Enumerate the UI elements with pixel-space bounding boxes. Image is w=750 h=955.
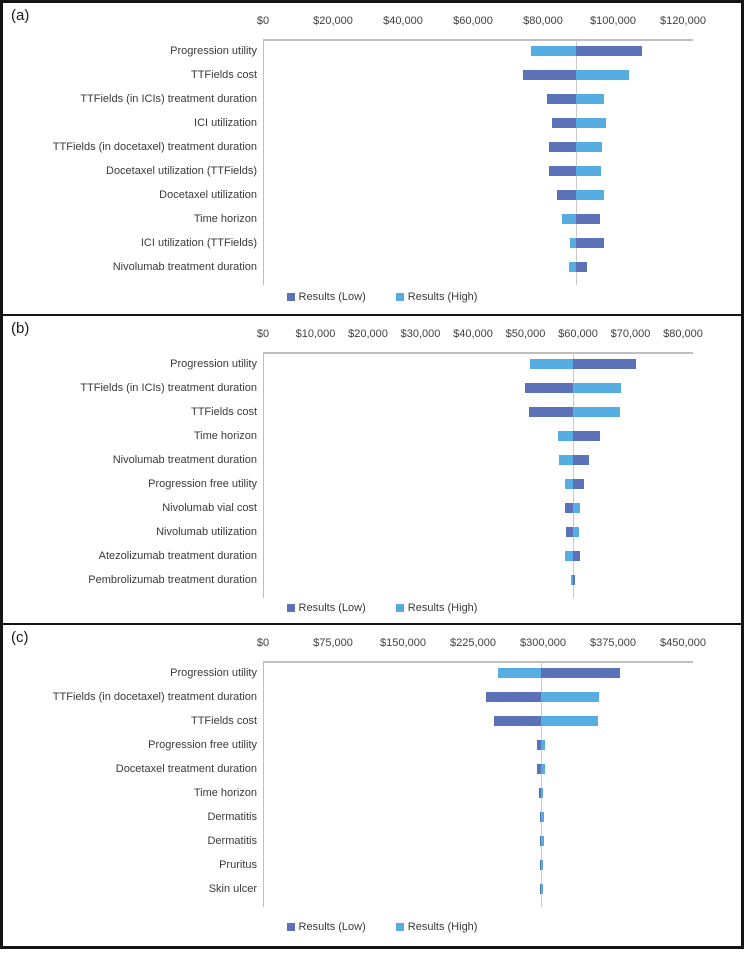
bar-segment-results-low	[523, 70, 576, 80]
category-label: Time horizon	[193, 213, 257, 225]
x-axis-tick-label: $375,000	[590, 637, 636, 649]
bar-segment-results-high	[576, 190, 604, 200]
legend-label: Results (Low)	[298, 291, 366, 303]
category-label: Pruritus	[219, 859, 257, 871]
category-label: Docetaxel utilization	[159, 189, 257, 201]
legend	[13, 602, 750, 614]
x-axis-tick-label: $10,000	[295, 328, 336, 340]
bar-segment-results-high	[576, 142, 602, 152]
bar-segment-results-high	[541, 788, 543, 798]
bar-segment-results-high	[531, 46, 576, 56]
category-label: Docetaxel utilization (TTFields)	[106, 165, 257, 177]
category-label: Progression utility	[170, 358, 257, 370]
bar-segment-results-high	[576, 118, 606, 128]
bar-segment-results-high	[541, 884, 543, 894]
legend-swatch-icon	[396, 604, 404, 612]
category-label: Progression free utility	[148, 478, 257, 490]
x-axis-tick-label: $30,000	[400, 328, 441, 340]
x-axis-tick-label: $60,000	[558, 328, 598, 340]
bar-segment-results-high	[558, 431, 573, 441]
legend-swatch-icon	[287, 923, 295, 931]
legend-label: Results (High)	[407, 291, 478, 303]
category-label: Nivolumab vial cost	[162, 502, 257, 514]
category-label: Progression utility	[170, 45, 257, 57]
legend-label: Results (High)	[407, 602, 478, 614]
category-label: Progression utility	[170, 667, 257, 679]
category-label: ICI utilization (TTFields)	[140, 237, 257, 249]
legend-swatch-icon	[396, 293, 404, 301]
bar-segment-results-high	[541, 764, 545, 774]
bar-segment-results-low	[549, 142, 576, 152]
category-label: Skin ulcer	[208, 883, 257, 895]
x-axis-tick-label: $80,000	[663, 328, 703, 340]
category-label: Nivolumab utilization	[156, 526, 257, 538]
legend-item-high	[396, 291, 478, 303]
x-axis-tick-label: $300,000	[520, 637, 566, 649]
bar-segment-results-high	[573, 407, 620, 417]
legend	[13, 291, 750, 303]
bar-segment-results-low	[529, 407, 573, 417]
bar-segment-results-high	[541, 740, 545, 750]
category-label: TTFields cost	[190, 406, 257, 418]
x-axis-line	[263, 39, 693, 41]
x-axis-tick-label: $75,000	[313, 637, 353, 649]
x-axis-tick-label: $50,000	[505, 328, 546, 340]
x-axis-tick-label: $100,000	[590, 15, 636, 27]
x-axis-tick-label: $0	[256, 15, 270, 27]
bar-segment-results-low	[557, 190, 576, 200]
category-label: TTFields (in ICIs) treatment duration	[80, 93, 257, 105]
x-axis-tick-label: $0	[256, 637, 270, 649]
bar-segment-results-low	[576, 214, 600, 224]
bar-segment-results-low	[573, 431, 600, 441]
category-label: Progression free utility	[148, 739, 257, 751]
x-axis-line	[263, 661, 693, 663]
bar-segment-results-high	[573, 527, 579, 537]
category-label: Nivolumab treatment duration	[112, 454, 257, 466]
bar-segment-results-low	[541, 668, 620, 678]
panel-label: (c)	[11, 629, 29, 646]
panel-label: (a)	[11, 7, 30, 24]
bar-segment-results-high	[576, 94, 604, 104]
bar-segment-results-low	[549, 166, 576, 176]
legend	[13, 921, 750, 933]
bar-segment-results-high	[541, 692, 599, 702]
bar-segment-results-high	[565, 551, 572, 561]
bar-segment-results-low	[486, 692, 542, 702]
bar-segment-results-low	[565, 503, 572, 513]
x-axis-tick-label: $450,000	[660, 637, 706, 649]
bar-segment-results-low	[573, 479, 584, 489]
category-label: Pembrolizumab treatment duration	[88, 574, 257, 586]
x-axis-line	[263, 352, 693, 354]
legend-label: Results (Low)	[298, 921, 366, 933]
bar-segment-results-low	[573, 359, 636, 369]
bar-segment-results-high	[576, 70, 629, 80]
legend-item-high	[396, 921, 478, 933]
chart-panel-b	[3, 314, 741, 623]
bar-segment-results-high	[569, 262, 576, 272]
legend-swatch-icon	[396, 923, 404, 931]
x-axis-tick-label: $80,000	[523, 15, 563, 27]
bar-segment-results-high	[541, 716, 598, 726]
plot-left-border	[263, 39, 264, 285]
chart-panel-c	[3, 623, 741, 946]
category-label: Time horizon	[193, 430, 257, 442]
x-axis-tick-label: $0	[256, 328, 270, 340]
bar-segment-results-high	[498, 668, 541, 678]
legend-item-low	[287, 921, 366, 933]
chart-panel-a	[3, 3, 741, 314]
category-label: TTFields (in docetaxel) treatment duration	[52, 691, 257, 703]
bar-segment-results-low	[494, 716, 541, 726]
bar-segment-results-high	[541, 860, 543, 870]
bar-segment-results-low	[576, 238, 604, 248]
bar-segment-results-low	[525, 383, 573, 393]
legend-item-low	[287, 291, 366, 303]
bar-segment-results-low	[576, 262, 588, 272]
bar-segment-results-high	[530, 359, 573, 369]
legend-swatch-icon	[287, 293, 295, 301]
legend-label: Results (High)	[407, 921, 478, 933]
bar-segment-results-high	[541, 836, 544, 846]
bar-segment-results-high	[576, 166, 601, 176]
x-axis-tick-label: $60,000	[453, 15, 493, 27]
category-label: ICI utilization	[194, 117, 257, 129]
legend-swatch-icon	[287, 604, 295, 612]
bar-segment-results-high	[573, 383, 621, 393]
bar-segment-results-low	[573, 551, 580, 561]
x-axis-tick-label: $40,000	[453, 328, 493, 340]
bar-segment-results-high	[571, 575, 573, 585]
x-axis-tick-label: $20,000	[348, 328, 388, 340]
category-label: Dermatitis	[207, 835, 257, 847]
bar-segment-results-high	[562, 214, 576, 224]
category-label: TTFields (in ICIs) treatment duration	[80, 382, 257, 394]
bar-segment-results-high	[559, 455, 573, 465]
bar-segment-results-low	[552, 118, 575, 128]
bar-segment-results-low	[547, 94, 576, 104]
bar-segment-results-high	[570, 238, 576, 248]
x-axis-tick-label: $40,000	[383, 15, 423, 27]
x-axis-tick-label: $20,000	[313, 15, 353, 27]
bar-segment-results-high	[565, 479, 573, 489]
category-label: Nivolumab treatment duration	[112, 261, 257, 273]
legend-item-high	[396, 602, 478, 614]
x-axis-tick-label: $70,000	[610, 328, 651, 340]
category-label: Docetaxel treatment duration	[115, 763, 257, 775]
panel-label: (b)	[11, 320, 30, 337]
category-label: Dermatitis	[207, 811, 257, 823]
category-label: TTFields (in docetaxel) treatment duration	[52, 141, 257, 153]
legend-item-low	[287, 602, 366, 614]
bar-segment-results-high	[573, 503, 580, 513]
plot-left-border	[263, 352, 264, 598]
category-label: TTFields cost	[190, 715, 257, 727]
category-label: Time horizon	[193, 787, 257, 799]
plot-left-border	[263, 661, 264, 907]
category-label: Atezolizumab treatment duration	[98, 550, 257, 562]
bar-segment-results-low	[576, 46, 642, 56]
bar-segment-results-low	[573, 455, 589, 465]
x-axis-tick-label: $120,000	[660, 15, 706, 27]
legend-label: Results (Low)	[298, 602, 366, 614]
x-axis-tick-label: $225,000	[450, 637, 496, 649]
x-axis-tick-label: $150,000	[380, 637, 426, 649]
category-label: TTFields cost	[190, 69, 257, 81]
bar-segment-results-high	[541, 812, 544, 822]
